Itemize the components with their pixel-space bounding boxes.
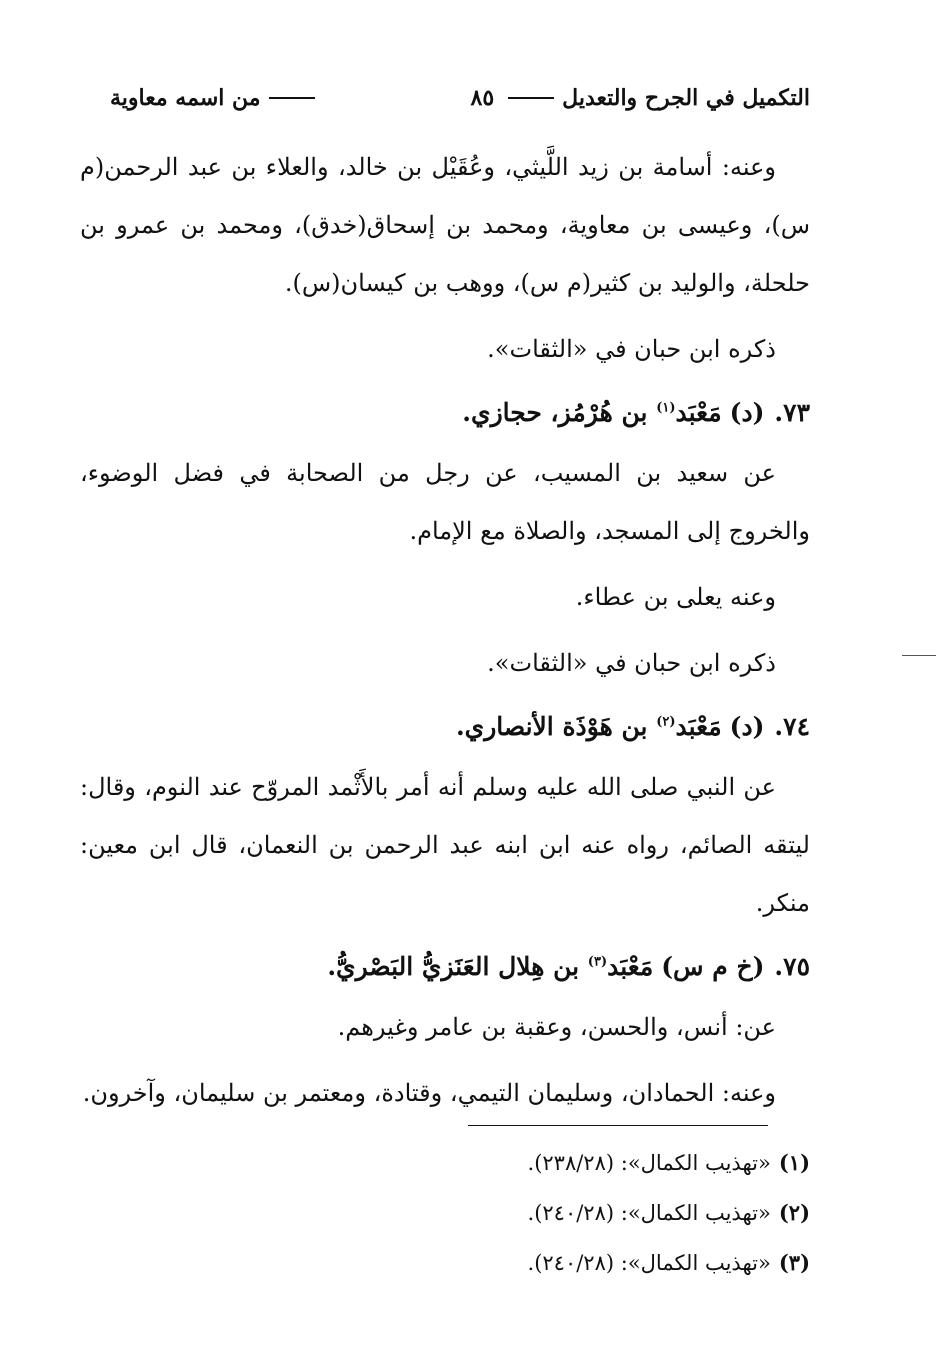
paragraph: عن النبي صلى الله عليه وسلم أنه أمر بالأَثْمد المروّح عند النوم، وقال: ليتقه الصائم، رواه عنه ابن ابنه عبد الرحمن بن النعمان، قال ابن معين: منكر. <box>80 773 810 917</box>
entry-rest: بن هُرْمُز، حجازي. <box>462 398 648 427</box>
footnote-text: «تهذيب الكمال»: (٢٣٨/٢٨). <box>527 1151 771 1175</box>
main-text <box>80 138 810 1122</box>
footnote <box>300 1238 810 1288</box>
paragraph: وعنه يعلى بن عطاء. <box>575 583 776 611</box>
header-title-group <box>465 85 810 111</box>
margin-mark <box>902 655 936 656</box>
section-title: من اسمه معاوية <box>110 85 261 111</box>
entry-rest: بن هِلال العَنَزيُّ البَصْريُّ. <box>327 952 580 981</box>
paragraph: عن: أنس، والحسن، وعقبة بن عامر وغيرهم. <box>337 1013 776 1041</box>
entry-code: (د) <box>729 712 765 741</box>
entry-number: ٧٣. <box>774 398 810 427</box>
footnote <box>300 1188 810 1238</box>
running-header <box>110 78 810 118</box>
footnote-ref: (٢) <box>656 714 676 730</box>
paragraph: وعنه: أسامة بن زيد اللَّيثي، وعُقَيْل بن خالد، والعلاء بن عبد الرحمن(م س)، وعيسى بن معاوية، ومحمد بن إسحاق(خدق)، ومحمد بن عمرو بن حلحلة، والوليد بن كثير(م س)، ووهب بن كيسان(س). <box>80 153 810 297</box>
entry-code: (د) <box>729 398 765 427</box>
footnote-divider <box>468 1125 768 1126</box>
page-number: ٨٥ <box>470 85 495 111</box>
paragraph: عن سعيد بن المسيب، عن رجل من الصحابة في فضل الوضوء، والخروج إلى المسجد، والصلاة مع الإمام. <box>80 459 810 545</box>
header-section-group <box>110 85 323 111</box>
footnote-number: (٣) <box>778 1250 810 1275</box>
footnote-text: «تهذيب الكمال»: (٢٤٠/٢٨). <box>527 1201 771 1225</box>
entry-heading <box>80 938 810 996</box>
footnotes <box>300 1138 810 1288</box>
footnote-ref: (١) <box>656 400 676 416</box>
entry-name: مَعْبَد <box>607 952 654 981</box>
entry-name: مَعْبَد <box>675 398 722 427</box>
paragraph: ذكره ابن حبان في «الثقات». <box>487 649 776 677</box>
entry-code: (خ م س) <box>661 952 765 981</box>
entry-name: مَعْبَد <box>675 712 722 741</box>
header-rule <box>508 97 554 99</box>
footnote <box>300 1138 810 1188</box>
header-rule <box>269 97 315 99</box>
entry-rest: بن هَوْذَة الأنصاري. <box>455 712 648 741</box>
paragraph: ذكره ابن حبان في «الثقات». <box>487 335 776 363</box>
paragraph: وعنه: الحمادان، وسليمان التيمي، وقتادة، ومعتمر بن سليمان، وآخرون. <box>82 1079 776 1107</box>
entry-number: ٧٥. <box>774 952 810 981</box>
book-title: التكميل في الجرح والتعديل <box>562 85 810 111</box>
entry-heading <box>80 698 810 756</box>
footnote-text: «تهذيب الكمال»: (٢٤٠/٢٨). <box>527 1251 771 1275</box>
footnote-ref: (٣) <box>587 954 608 970</box>
footnote-number: (٢) <box>778 1200 810 1225</box>
footnote-number: (١) <box>778 1150 810 1175</box>
entry-heading <box>80 384 810 442</box>
entry-number: ٧٤. <box>774 712 810 741</box>
